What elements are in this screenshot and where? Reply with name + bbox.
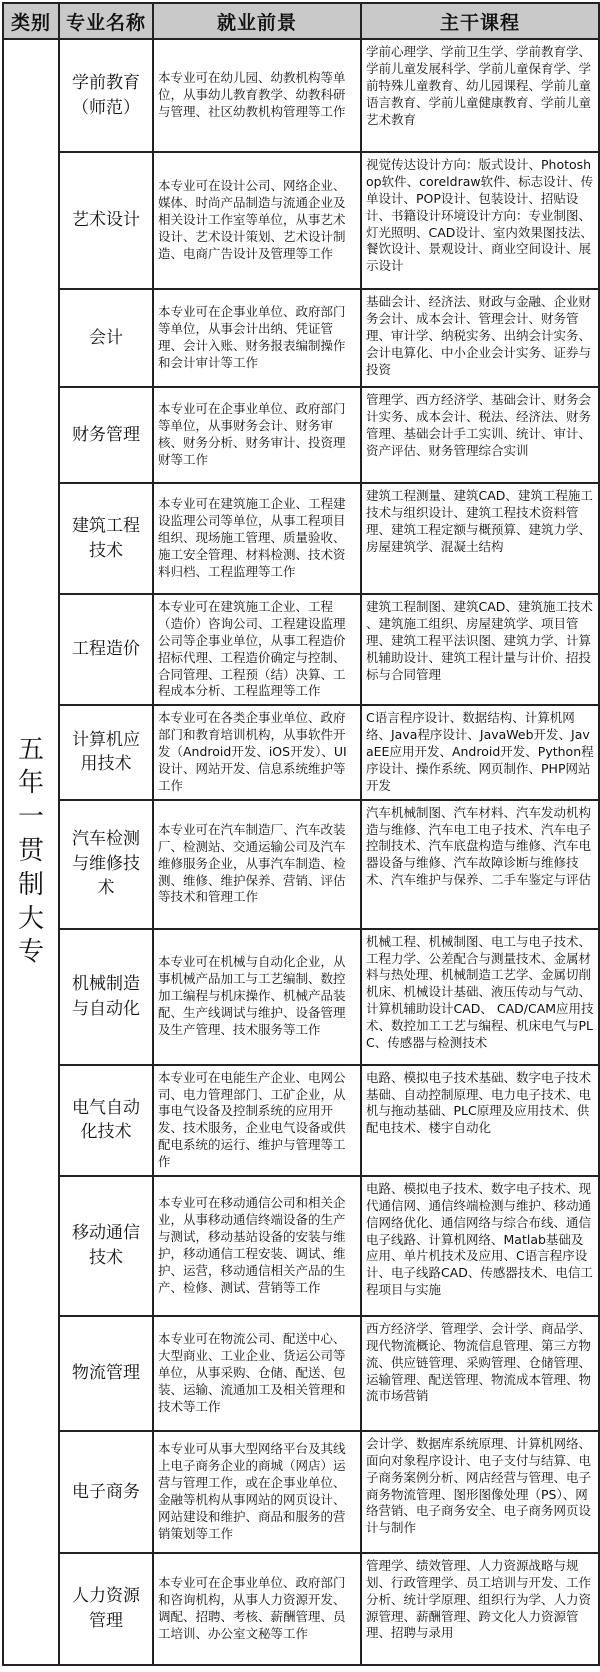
header-row: [3, 3, 599, 39]
courses-text: C语言程序设计、数据结构、计算机网络、Java程序设计、JavaWeb开发、JavaEE应用开发、Android开发、Python程序设计、操作系统、网页制作、PHP网站开发: [361, 705, 599, 799]
prospect-text: 本专业可在移动通信公司和相关企业，从事移动通信终端设备的生产与测试，移动基站设备的安装与维护，移动通信工程安装、调试、维护、运营，移动通信相关产品的生产、检修、测试、营销等工作: [153, 1176, 361, 1316]
prospect-text: 本专业可在物流公司、配送中心、大型商业、工业企业、货运公司等单位，从事采购、仓储、配送、包装、运输、流通加工及相关管理和技术等工作: [153, 1316, 361, 1431]
major-name: 机械制造与自动化: [59, 929, 153, 1065]
table-row: [3, 1316, 599, 1431]
table-row: [3, 594, 599, 705]
prospect-text: 本专业可在机械与自动化企业，从事机械产品加工与工艺编制、数控加工编程与机床操作、机械产品装配、生产线调试与维护、设备管理及生产管理、技术服务等工作: [153, 929, 361, 1065]
table-row: [3, 1065, 599, 1176]
major-name: 物流管理: [59, 1316, 153, 1431]
major-name: 艺术设计: [59, 152, 153, 289]
prospect-text: 本专业可从事大型网络平台及其线上电子商务企业的商城（网店）运营与管理工作，或在企事业单位、金融等机构从事网站的网页设计、网站建设和维护、商品和服务的营销策划等工作: [153, 1431, 361, 1553]
header-prospect: 就业前景: [153, 3, 361, 39]
major-name: 工程造价: [59, 594, 153, 705]
header-category: 类别: [3, 3, 59, 39]
courses-text: 电路、模拟电子技术基础、数字电子技术基础、自动控制原理、电力电子技术、电机与拖动基础、PLC原理及应用技术、供配电技术、楼宇自动化: [361, 1065, 599, 1176]
major-name: 学前教育（师范）: [59, 39, 153, 152]
table-row: [3, 387, 599, 483]
major-name: 财务管理: [59, 387, 153, 483]
courses-text: 视觉传达设计方向：版式设计、Photoshop软件、coreldraw软件、标志设计、传单设计、POP设计、包装设计、招贴设计、书籍设计环境设计方向：专业制图、灯光照明、CAD设计、室内效果图技法、餐饮设计、景观设计、商业空间设计、展示设计: [361, 152, 599, 289]
prospect-text: 本专业可在幼儿园、幼教机构等单位，从事幼儿教育教学、幼教科研与管理、社区幼教机构管理等工作: [153, 39, 361, 152]
major-name: 建筑工程技术: [59, 483, 153, 594]
courses-text: 机械工程、机械制图、电工与电子技术、工程力学、公差配合与测量技术、金属材料与热处理、机械制造工艺学、金属切削机床、机械设计基础、液压传动与气动、计算机辅助设计CAD、 CAD/CAM应用技术、数控加工工艺与编程、机床电气与PLC、传感器与检测技术: [361, 929, 599, 1065]
courses-text: 建筑工程测量、建筑CAD、建筑工程施工技术与组织设计、建筑工程技术资料管理、建筑工程定额与概预算、建筑力学、房屋建筑学、混凝土结构: [361, 483, 599, 594]
major-name: 电子商务: [59, 1431, 153, 1553]
major-name: 会计: [59, 289, 153, 387]
category-cell: [3, 39, 59, 1665]
header-courses: 主干课程: [361, 3, 599, 39]
prospect-text: 本专业可在企事业单位、政府部门等单位，从事会计出纳、凭证管理、会计入账、财务报表编制操作和会计审计等工作: [153, 289, 361, 387]
program-table: [2, 2, 600, 1666]
table-row: [3, 152, 599, 289]
table-row: [3, 800, 599, 929]
table-row: [3, 39, 599, 152]
courses-text: 学前心理学、学前卫生学、学前教育学、学前儿童发展科学、学前儿童保育学、学前特殊儿童教育、幼儿园课程、学前儿童语言教育、学前儿童健康教育、学前儿童艺术教育: [361, 39, 599, 152]
prospect-text: 本专业可在各类企事业单位、政府部门和教育培训机构，从事软件开发（Android开发、iOS开发）、UI设计、网站开发、信息系统维护等工作: [153, 705, 361, 799]
header-major: 专业名称: [59, 3, 153, 39]
prospect-text: 本专业可在电能生产企业、电网公司、电力管理部门、工矿企业，从事电气设备及控制系统的应用开发、技术服务，企业电气设备或供配电系统的运行、维护与管理等工作: [153, 1065, 361, 1176]
table-row: [3, 1553, 599, 1665]
major-name: 计算机应用技术: [59, 705, 153, 799]
table-row: [3, 1431, 599, 1553]
prospect-text: 本专业可在企事业单位、政府部门等单位，从事财务会计、财务审核、财务分析、财务审计、投资理财等工作: [153, 387, 361, 483]
prospect-text: 本专业可在建筑施工企业、工程（造价）咨询公司、工程建设监理公司等企事业单位，从事工程造价招标代理、工程造价确定与控制、合同管理、工程预（结）决算、工程成本分析、工程监理等工作: [153, 594, 361, 705]
table-row: [3, 929, 599, 1065]
major-name: 汽车检测与维修技术: [59, 800, 153, 929]
courses-text: 管理学、绩效管理、人力资源战略与规划、行政管理学、员工培训与开发、工作分析、统计学原理、组织行为学、人力资源管理、薪酬管理、跨文化人力资源管理、招聘与录用: [361, 1553, 599, 1665]
prospect-text: 本专业可在建筑施工企业、工程建设监理公司等单位，从事工程项目组织、现场施工管理、质量验收、施工安全管理、材料检测、技术资料归档、工程监理等工作: [153, 483, 361, 594]
major-name: 电气自动化技术: [59, 1065, 153, 1176]
courses-text: 电路、模拟电子技术、数字电子技术、现代通信网、通信终端检测与维护、移动通信网络优化、通信网络与综合布线、通信电子线路、计算机网络、Matlab基础及应用、单片机技术及应用、C语言程序设计、电子线路CAD、传感器技术、电信工程项目与实施: [361, 1176, 599, 1316]
courses-text: 会计学、数据库系统原理、计算机网络、面向对象程序设计、电子支付与结算、电子商务案例分析、网店经营与管理、电子商务物流管理、图形图像处理（PS）、网络营销、电子商务安全、电子商务网页设计与制作: [361, 1431, 599, 1553]
courses-text: 汽车机械制图、汽车材料、汽车发动机构造与维修、汽车电工电子技术、汽车电子控制技术、汽车底盘构造与维修、汽车电器设备与维修、汽车故障诊断与维修技术、汽车维护与保养、二手车鉴定与评估: [361, 800, 599, 929]
courses-text: 建筑工程制图、建筑CAD、建筑施工技术 、建筑施工组织、房屋建筑学、项目管理、建筑工程平法识图、建筑力学、计算机辅助设计、建筑工程计量与计价、招投标与合同管理: [361, 594, 599, 705]
major-name: 人力资源管理: [59, 1553, 153, 1665]
table-row: [3, 1176, 599, 1316]
courses-text: 基础会计、经济法、财政与金融、企业财务会计、成本会计、管理会计、财务管理、审计学、纳税实务、出纳会计实务、会计电算化、中小企业会计实务、证券与投资: [361, 289, 599, 387]
table-row: [3, 483, 599, 594]
major-name: 移动通信技术: [59, 1176, 153, 1316]
prospect-text: 本专业可在设计公司、网络企业、媒体、时尚产品制造与流通企业及相关设计工作室等单位，从事艺术设计、艺术设计策划、艺术设计制造、电商广告设计及管理等工作: [153, 152, 361, 289]
courses-text: 管理学、西方经济学、基础会计、财务会计实务、成本会计、税法、经济法、财务管理、基础会计手工实训、统计、审计、资产评估、财务管理综合实训: [361, 387, 599, 483]
table-row: [3, 705, 599, 799]
courses-text: 西方经济学、管理学、会计学、商品学、现代物流概论、物流信息管理、第三方物流、供应链管理、采购管理、仓储管理、运输管理、配送管理、物流成本管理、物流市场营销: [361, 1316, 599, 1431]
prospect-text: 本专业可在汽车制造厂、汽车改装厂、检测站、交通运输公司及汽车维修服务企业，从事汽车制造、检测、维修、维护保养、营销、评估等技术和管理工作: [153, 800, 361, 929]
table-row: [3, 289, 599, 387]
prospect-text: 本专业可在企事业单位、政府部门和咨询机构，从事人力资源开发、调配、招聘、考核、薪酬管理、员工培训、办公室文秘等工作: [153, 1553, 361, 1665]
category-label: 五年一贯制大专: [17, 734, 44, 968]
